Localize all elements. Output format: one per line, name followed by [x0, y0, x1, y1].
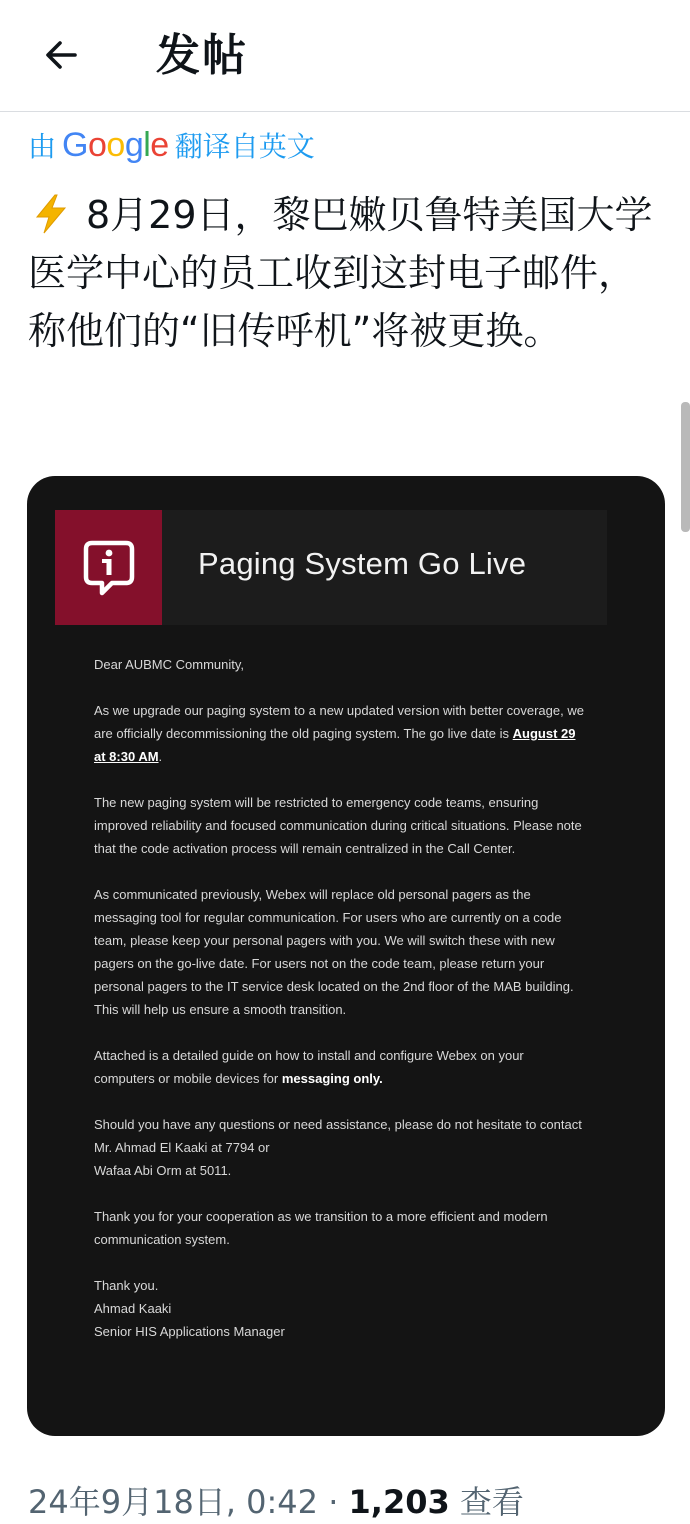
post-timestamp[interactable]: 24年9月18日, 0:42 — [28, 1483, 319, 1521]
email-paragraph-1 — [94, 699, 584, 768]
top-bar — [0, 0, 690, 112]
email-paragraph-5 — [94, 1113, 584, 1182]
post-body: 8月29日，黎巴嫩贝鲁特美国大学医学中心的员工收到这封电子邮件，称他们的“旧传呼机”将被更换。 — [28, 193, 653, 353]
email-paragraph-3: As communicated previously, Webex will replace old personal pagers as the messaging tool for regular communication. For users who are currently on a code team, please keep your personal pagers with you. We will switch these with new pagers on the go-live date. For users not on the code team, please return your personal pagers to the IT service desk located on the 2nd floor of the MAB building. This will help us ensure a smooth transition. — [94, 887, 574, 1017]
signature-title: Senior HIS Applications Manager — [94, 1324, 285, 1339]
back-button[interactable] — [36, 30, 86, 80]
email-paragraph-4 — [94, 1044, 584, 1090]
email-p5-text: Should you have any questions or need assistance, please do not hesitate to contact — [94, 1117, 582, 1132]
go-live-date: August 29 at 8:30 AM — [94, 726, 576, 764]
email-p4-text: Attached is a detailed guide on how to install and configure Webex on your computers or mobile devices for — [94, 1048, 524, 1086]
email-banner — [55, 510, 607, 625]
translation-suffix: 翻译自英文 — [174, 130, 315, 163]
arrow-left-icon — [41, 35, 81, 75]
scrollbar[interactable] — [681, 402, 690, 532]
signature-name: Ahmad Kaaki — [94, 1301, 172, 1316]
views-label: 查看 — [459, 1483, 524, 1521]
email-signature — [94, 1274, 584, 1343]
email-paragraph-6: Thank you for your cooperation as we transition to a more efficient and modern communication system. — [94, 1209, 548, 1247]
banner-icon-box — [55, 510, 162, 625]
contact-2: Wafaa Abi Orm at 5011. — [94, 1163, 232, 1178]
views-count: 1,203 — [348, 1483, 450, 1521]
email-p1-text: As we upgrade our paging system to a new updated version with better coverage, we are officially decommissioning the old paging system. The go live date is — [94, 703, 584, 741]
messaging-only-emphasis: messaging only. — [281, 1071, 383, 1086]
translation-notice[interactable] — [28, 125, 315, 165]
closing: Thank you. — [94, 1278, 159, 1293]
email-body — [94, 653, 584, 1366]
post-text — [28, 186, 668, 360]
page-title: 发帖 — [156, 30, 248, 81]
post-meta — [28, 1480, 524, 1524]
meta-separator: · — [328, 1483, 339, 1521]
email-screenshot-image[interactable] — [27, 476, 665, 1436]
email-greeting: Dear AUBMC Community, — [94, 657, 245, 672]
translation-prefix: 由 — [28, 130, 57, 163]
lightning-bolt-icon — [34, 194, 68, 234]
email-paragraph-2: The new paging system will be restricted to emergency code teams, ensuring improved reliability and focused communication during critical situations. Please note that the code activation process will remain centralized in the Call Center. — [94, 795, 582, 856]
banner-title: Paging System Go Live — [198, 546, 527, 581]
contact-1: Mr. Ahmad El Kaaki at 7794 or — [94, 1140, 270, 1155]
google-logo: Google — [62, 125, 169, 164]
info-chat-icon — [82, 539, 136, 597]
email-p1-end: . — [158, 749, 163, 764]
